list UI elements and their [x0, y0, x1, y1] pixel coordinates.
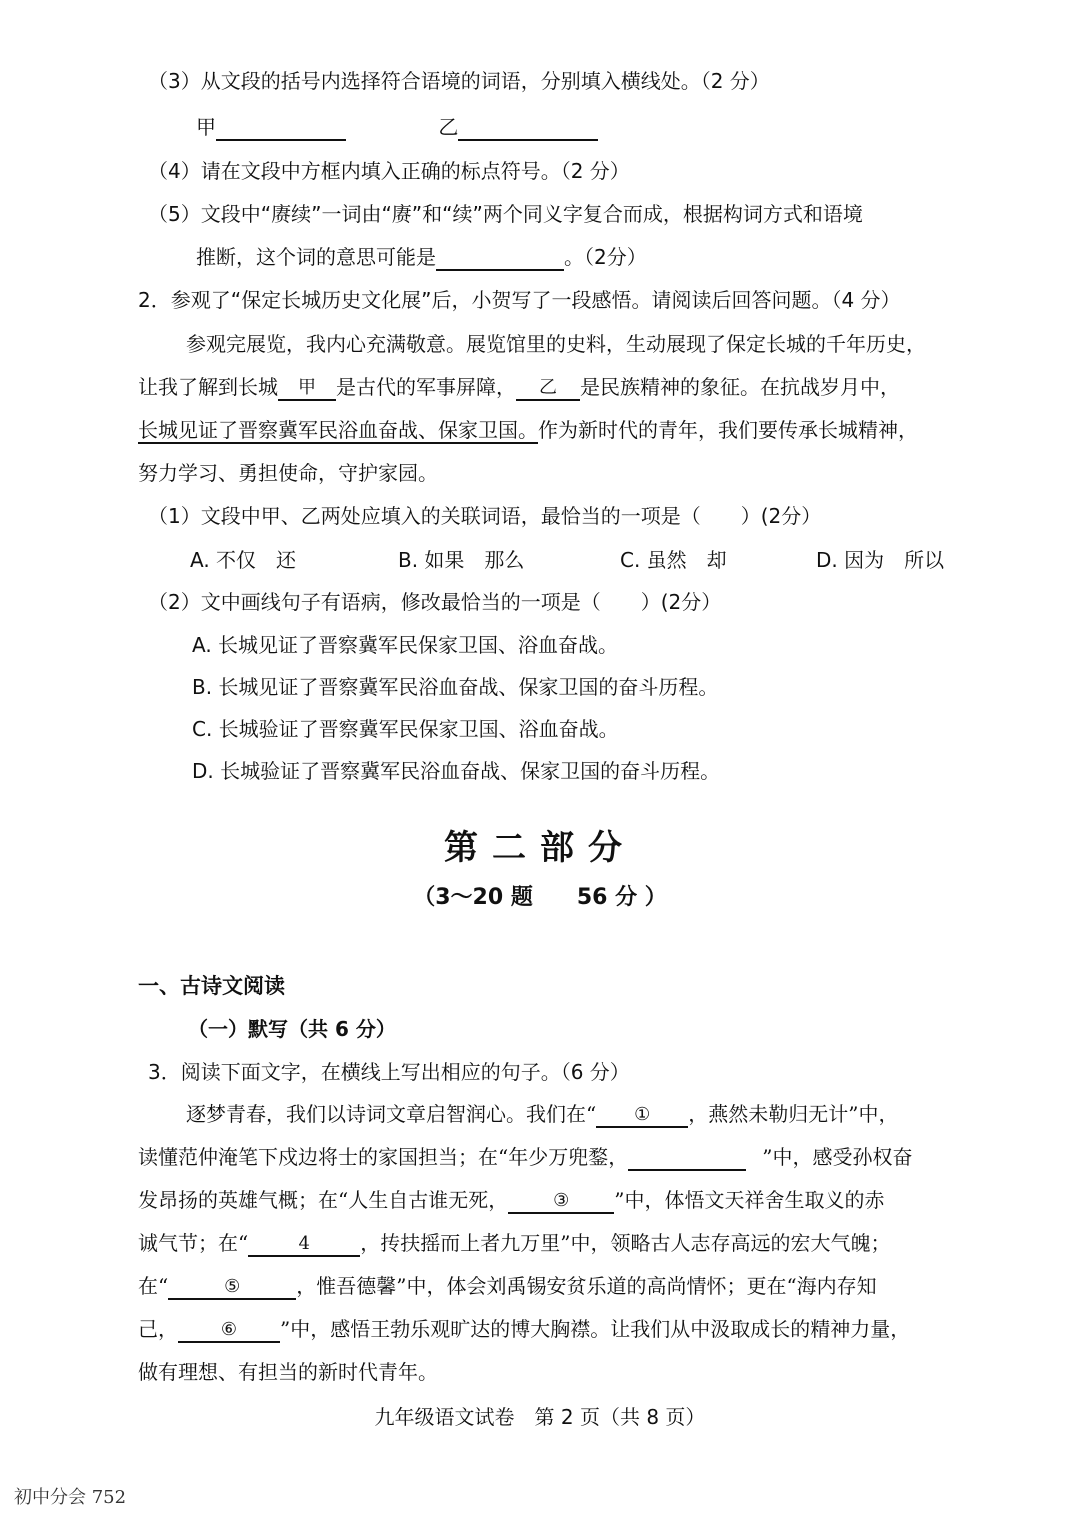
passage-text: 让我了解到长城	[138, 375, 278, 399]
underlined-sentence: 长城见证了晋察冀军民浴血奋战、保家卫国。	[138, 418, 538, 442]
q3-passage-line5	[138, 1272, 877, 1300]
option-b[interactable]: B. 如果 那么	[398, 548, 525, 572]
jia-blank[interactable]	[216, 117, 346, 141]
option-a[interactable]: A. 不仅 还	[190, 548, 297, 572]
q1-part3-answer-row	[196, 113, 598, 141]
blank-1[interactable]: ①	[596, 1104, 688, 1128]
part2-subtitle: （3～20 题 56 分 ）	[413, 885, 667, 910]
passage-yi-blank: 乙	[516, 377, 580, 401]
passage-text: ，惟吾德馨”中，体会刘禹锡安贫乐道的高尚情怀；更在“海内存知	[296, 1274, 877, 1298]
blank-4[interactable]: 4	[248, 1233, 360, 1257]
q2-sub2: （2）文中画线句子有语病，修改最恰当的一项是（ ）(2分）	[148, 590, 722, 614]
watermark: 初中分会 752	[14, 1487, 127, 1508]
passage-text: 作为新时代的青年，我们要传承长城精神，	[538, 418, 918, 442]
section-heading: 一、古诗文阅读	[138, 974, 285, 998]
passage-text: 己，	[138, 1317, 178, 1341]
yi-blank[interactable]	[458, 117, 598, 141]
q1-part5-score: 。（2分）	[564, 245, 647, 269]
q2-passage-line4: 努力学习、勇担使命，守护家园。	[138, 461, 438, 485]
passage-text: ”中，体悟文天祥舍生取义的赤	[614, 1188, 885, 1212]
q2-passage-line3	[138, 416, 918, 444]
option-c[interactable]: C. 虽然 却	[620, 548, 727, 572]
passage-text: 读懂范仲淹笔下戍边将士的家国担当；在“年少万兜鍪，	[138, 1145, 629, 1169]
q3-passage-line6	[138, 1315, 910, 1343]
q2-sub1-options	[190, 546, 990, 574]
q2-sub2-option-a[interactable]: A. 长城见证了晋察冀军民保家卫国、浴血奋战。	[192, 633, 619, 657]
q2-sub2-option-d[interactable]: D. 长城验证了晋察冀军民浴血奋战、保家卫国的奋斗历程。	[192, 759, 721, 783]
passage-text: 诚气节；在“	[138, 1231, 249, 1255]
q3-passage-line2	[138, 1143, 912, 1171]
blank-3[interactable]: ③	[508, 1190, 614, 1214]
q2-sub2-option-c[interactable]: C. 长城验证了晋察冀军民保家卫国、浴血奋战。	[192, 717, 619, 741]
jia-label: 甲	[196, 115, 216, 139]
q1-part5-line2	[196, 243, 647, 271]
q2-passage-line1: 参观完展览，我内心充满敬意。展览馆里的史料，生动展现了保定长城的千年历史，	[186, 332, 926, 356]
passage-jia-blank: 甲	[278, 377, 336, 401]
passage-text: ”中，感悟王勃乐观旷达的博大胸襟。让我们从中汲取成长的精神力量，	[280, 1317, 911, 1341]
q2-sub2-option-b[interactable]: B. 长城见证了晋察冀军民浴血奋战、保家卫国的奋斗历程。	[192, 675, 719, 699]
passage-text: ，抟扶摇而上者九万里”中，领略古人志存高远的宏大气魄；	[360, 1231, 891, 1255]
passage-text: 在“	[138, 1274, 169, 1298]
q2-sub1: （1）文段中甲、乙两处应填入的关联词语，最恰当的一项是（ ）(2分）	[148, 504, 822, 528]
passage-text: 发昂扬的英雄气概；在“人生自古谁无死，	[138, 1188, 509, 1212]
blank-2[interactable]	[628, 1147, 746, 1171]
q3-stem: 3．阅读下面文字，在横线上写出相应的句子。（6 分）	[148, 1060, 630, 1084]
q3-passage-line4	[138, 1229, 890, 1257]
part2-title: 第二部分	[444, 828, 636, 868]
q1-part4: （4）请在文段中方框内填入正确的标点符号。（2 分）	[148, 159, 630, 183]
meaning-blank[interactable]	[436, 247, 564, 271]
q1-part3: （3）从文段的括号内选择符合语境的词语，分别填入横线处。（2 分）	[148, 69, 770, 93]
passage-text: ”中，感受孙权奋	[762, 1145, 913, 1169]
q2-stem: 2．参观了“保定长城历史文化展”后，小贺写了一段感悟。请阅读后回答问题。（4 分）	[138, 288, 901, 312]
blank-5[interactable]: ⑤	[168, 1276, 296, 1300]
q1-part5-text: 推断，这个词的意思可能是	[196, 245, 436, 269]
page-footer: 九年级语文试卷 第 2 页（共 8 页）	[374, 1405, 706, 1429]
blank-6[interactable]: ⑥	[178, 1319, 280, 1343]
q2-passage-line2	[138, 373, 900, 401]
q1-part5-line1: （5）文段中“赓续”一词由“赓”和“续”两个同义字复合而成，根据构词方式和语境	[148, 202, 863, 226]
q3-passage-line3	[138, 1186, 884, 1214]
passage-text: 是民族精神的象征。在抗战岁月中，	[580, 375, 900, 399]
q3-passage-line1	[186, 1100, 898, 1128]
yi-label: 乙	[438, 115, 459, 139]
passage-text: 是古代的军事屏障，	[336, 375, 516, 399]
passage-text: 逐梦青春，我们以诗词文章启智润心。我们在“	[186, 1102, 597, 1126]
section-sub-heading: （一）默写（共 6 分）	[188, 1017, 396, 1041]
passage-text: ，燕然未勒归无计”中，	[688, 1102, 899, 1126]
option-d[interactable]: D. 因为 所以	[816, 548, 945, 572]
q3-passage-line7: 做有理想、有担当的新时代青年。	[138, 1360, 438, 1384]
